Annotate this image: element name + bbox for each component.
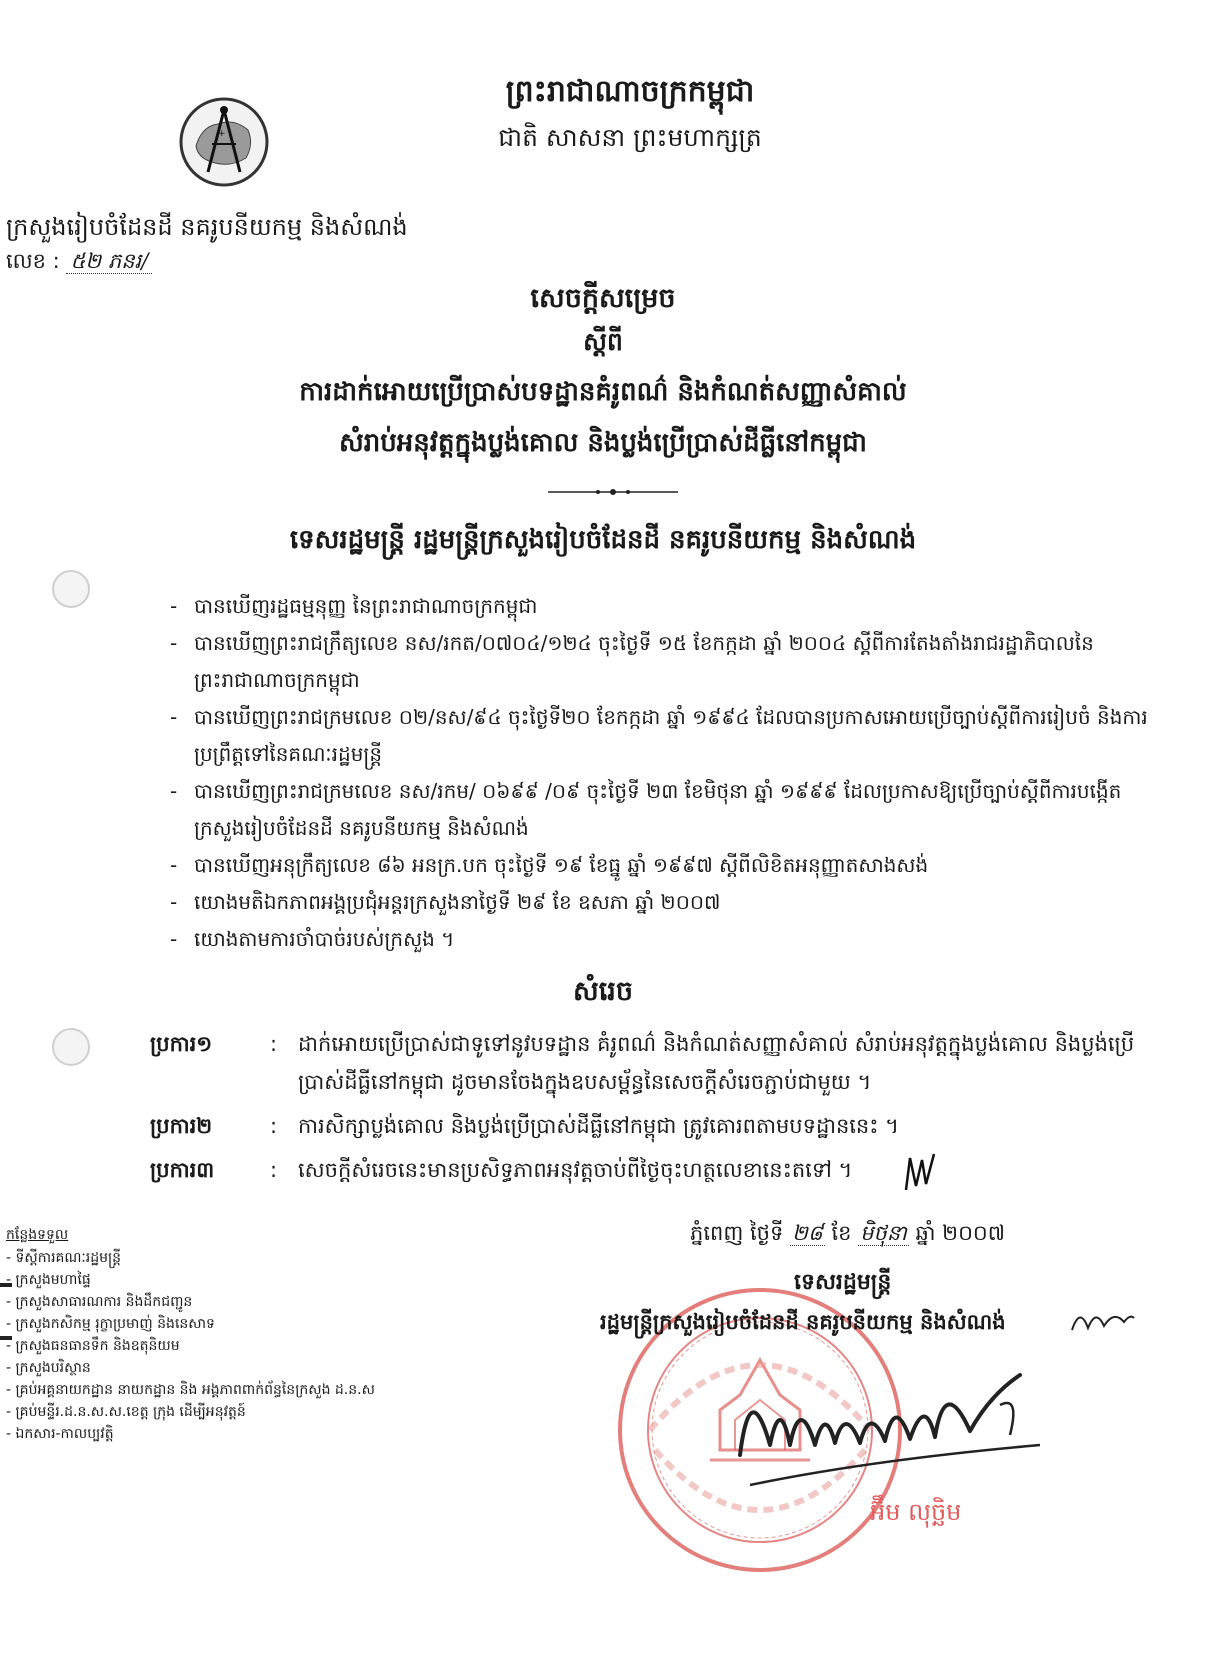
consideration-item: - បានឃើញព្រះរាជក្រមលេខ ០២/នស/៩៤ ចុះថ្ងៃទី២០ ខែកក្កដា ឆ្នាំ ១៩៩៤ ដែលបានប្រកាសអោយប្រើច្បាប់ស្តីពីការរៀបចំ និងការប្រព្រឹត្តទៅនៃគណៈរដ្ឋមន្ត្រី (170, 699, 1160, 773)
recipients-list (6, 1247, 476, 1445)
considerations-list (170, 588, 1160, 958)
article-colon: : (270, 1032, 278, 1056)
number-label: លេខ : (6, 249, 60, 273)
signatory-title: រដ្ឋមន្ត្រីក្រសួងរៀបចំដែនដី នគរូបនីយកម្ម និងសំណង់ (600, 1310, 1006, 1334)
article-label: ប្រការ៣ (150, 1158, 215, 1182)
signatory-role: ទេសរដ្ឋមន្ត្រី (794, 1270, 892, 1295)
recipient-item: - ក្រសួងបរិស្ថាន (6, 1357, 476, 1379)
ministry-emblem-icon (178, 96, 270, 188)
issuer-heading: ទេសរដ្ឋមន្ត្រី រដ្ឋមន្ត្រីក្រសួងរៀបចំដែនដី នគរូបនីយកម្ម និងសំណង់ (289, 525, 917, 555)
document-number (6, 248, 152, 279)
recipient-item: - គ្រប់មន្ទីរ.ដ.ន.ស.ស.ខេត្ត ក្រុង ដើម្បីអនុវត្តន៍ (6, 1401, 476, 1423)
recipient-item: - គ្រប់អគ្គនាយកដ្ឋាន នាយកដ្ឋាន និង អង្គភាពពាក់ព័ន្ធនៃក្រសួង ដ.ន.ស (6, 1379, 476, 1401)
month-label: ខែ (831, 1221, 852, 1245)
recipient-item: - ទីស្តីការគណៈរដ្ឋមន្ត្រី (6, 1247, 476, 1269)
date-day: ២៨ (792, 1221, 823, 1245)
subject-line-2: សំរាប់អនុវត្តក្នុងប្លង់គោល និងប្លង់ប្រើប្រាស់ដីធ្លីនៅកម្ពុជា (339, 428, 867, 458)
article-colon: : (270, 1158, 278, 1182)
recipient-item: - ក្រសួងសាធារណការ និងដឹកជញ្ជូន (6, 1291, 476, 1313)
article-text: ដាក់អោយប្រើប្រាស់ជាទូទៅនូវបទដ្ឋាន គំរូពណ៌ និងកំណត់សញ្ញាសំគាល់ សំរាប់អនុវត្តក្នុងប្លង់គោល និងប្លង់ប្រើប្រាស់ដីធ្លីនៅកម្ពុជា ដូចមានចែងក្នុងឧបសម្ព័ន្ធនៃសេចក្តីសំរេចភ្ជាប់ជាមួយ ។ (298, 1032, 1135, 1094)
article-label: ប្រការ២ (150, 1114, 213, 1138)
articles (150, 1025, 1160, 1195)
article-2 (150, 1107, 1160, 1145)
place-label: ភ្នំពេញ ថ្ងៃទី (690, 1221, 784, 1245)
handwritten-signature (720, 1335, 1060, 1495)
consideration-item: - បានឃើញព្រះរាជក្រមលេខ នស/រកម/ ០៦៩៩ /០៩ ចុះថ្ងៃទី ២៣ ខែមិថុនា ឆ្នាំ ១៩៩៩ ដែលប្រកាសឱ្យប្រើច្បាប់ស្តីពីការបង្កើតក្រសួងរៀបចំដែនដី នគរូបនីយកម្ម និងសំណង់ (170, 773, 1160, 847)
article-1 (150, 1025, 1160, 1101)
article-text: សេចក្តីសំរេចនេះមានប្រសិទ្ធភាពអនុវត្តចាប់ពីថ្ងៃចុះហត្ថលេខានេះតទៅ ។ (298, 1158, 853, 1182)
decides-heading: សំរេច (573, 976, 633, 1007)
recipients-block (6, 1224, 476, 1445)
article-3 (150, 1151, 1160, 1189)
recipient-item: - ក្រសួងមហាផ្ទៃ (6, 1269, 476, 1291)
initials-mark (900, 1150, 940, 1200)
national-motto: ជាតិ សាសនា ព្រះមហាក្សត្រ (498, 123, 762, 152)
title-ornament (548, 488, 678, 496)
consideration-item: - បានឃើញព្រះរាជក្រឹត្យលេខ នស/រកត/០៧០៤/១២៤ ចុះថ្ងៃទី ១៥ ខែកក្កដា ឆ្នាំ ២០០៤ ស្តីពីការតែងតាំងរាជរដ្ឋាភិបាលនៃព្រះរាជាណាចក្រកម្ពុជា (170, 625, 1160, 699)
recipient-item: - ឯកសារ-កាលប្បវត្តិ (6, 1423, 476, 1445)
svg-text:+: + (218, 129, 226, 139)
decision-title: សេចក្តីសម្រេច (530, 283, 676, 314)
article-colon: : (270, 1114, 278, 1138)
consideration-item: - បានឃើញអនុក្រឹត្យលេខ ៨៦ អនក្រ.បក ចុះថ្ងៃទី ១៩ ខែធ្នូ ឆ្នាំ ១៩៩៧ ស្តីពីលិខិតអនុញ្ញាតសាងសង់ (170, 847, 1160, 884)
recipient-item: - ក្រសួងធនធានទឹក និងឧតុនិយម (6, 1335, 476, 1357)
signatory-name: អ៊ឹម លុច្ឆិម (870, 1498, 962, 1526)
year-label: ឆ្នាំ ២០០៧ (915, 1221, 1006, 1245)
scan-edge-mark (0, 1283, 12, 1287)
about-label: ស្តីពី (583, 327, 623, 356)
recipients-heading: កន្លែងទទួល (6, 1227, 69, 1243)
scan-edge-mark (0, 1336, 12, 1340)
number-value: ៥២ ភនរ/ (66, 249, 152, 274)
punch-hole-top (52, 570, 90, 608)
kingdom-heading: ព្រះរាជាណាចក្រកម្ពុជា (505, 74, 755, 109)
punch-hole-bottom (52, 1028, 90, 1066)
article-label: ប្រការ១ (150, 1032, 213, 1056)
date-month: មិថុនា (860, 1221, 907, 1245)
recipient-item: - ក្រសួងកសិកម្ម រុក្ខាប្រមាញ់ និងនេសាទ (6, 1313, 476, 1335)
initials-scribble (1068, 1300, 1138, 1340)
ministry-name: ក្រសួងរៀបចំដែនដី នគរូបនីយកម្ម និងសំណង់ (6, 213, 408, 241)
consideration-item: - យោងតាមការចាំបាច់របស់ក្រសួង ។ (170, 921, 1160, 958)
article-text: ការសិក្សាប្លង់គោល និងប្លង់ប្រើប្រាស់ដីធ្លីនៅកម្ពុជា ត្រូវគោរពតាមបទដ្ឋាននេះ ។ (298, 1114, 900, 1138)
consideration-item: - យោងមតិឯកភាពអង្គប្រជុំអន្តរក្រសួងនាថ្ងៃទី ២៩ ខែ ឧសភា ឆ្នាំ ២០០៧ (170, 884, 1160, 921)
place-and-date (690, 1220, 1005, 1251)
consideration-item: - បានឃើញរដ្ឋធម្មនុញ្ញ នៃព្រះរាជាណាចក្រកម្ពុជា (170, 588, 1160, 625)
subject-line-1: ការដាក់អោយប្រើប្រាស់បទដ្ឋានគំរូពណ៌ និងកំណត់សញ្ញាសំគាល់ (299, 377, 907, 407)
